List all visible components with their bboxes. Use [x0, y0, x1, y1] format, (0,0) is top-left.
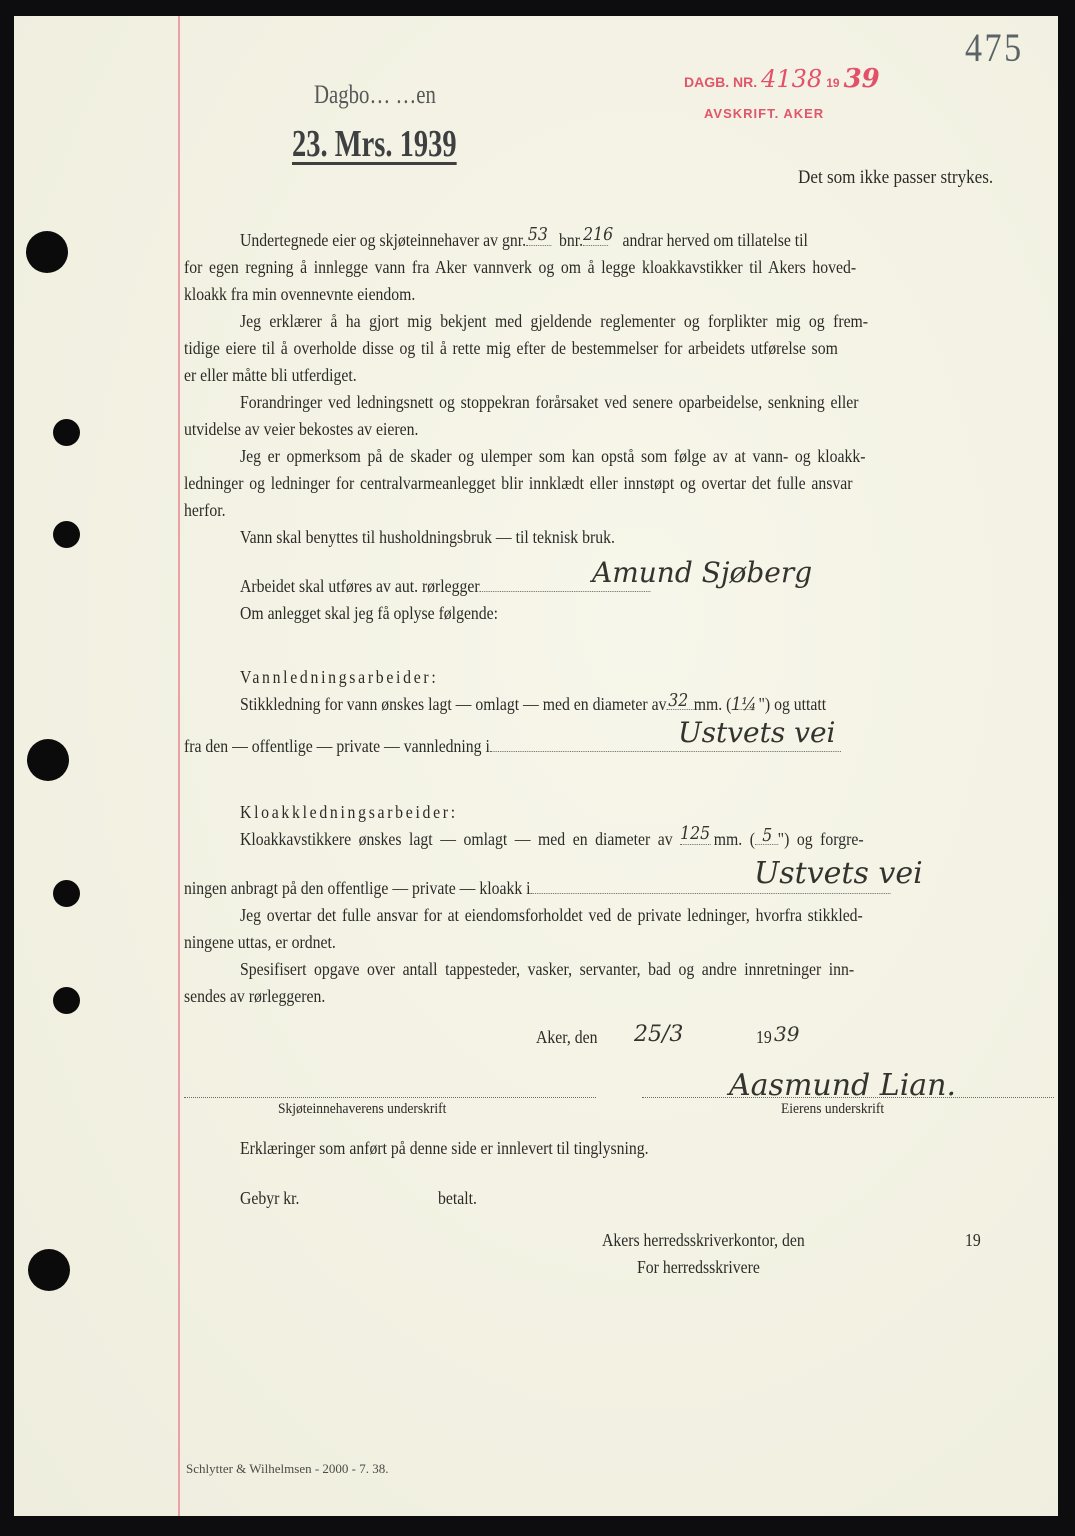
stamp-office: AVSKRIFT. AKER [704, 106, 825, 121]
text: ningen anbragt på den offentlige — private — kloakk i [184, 878, 531, 898]
red-registration-stamp [684, 64, 880, 94]
date-stamp-label: Dagbo… …en [314, 80, 436, 109]
stamp-label: DAGB. NR. [684, 74, 758, 90]
text: fra den — offentlige — private — vannledning i [184, 736, 490, 756]
fee-label: Gebyr kr. [240, 1188, 300, 1208]
body-line: er eller måtte bli utferdiget. [184, 365, 357, 385]
registry-declaration: Erklæringer som anført på denne side er innlevert til tinglysning. [240, 1138, 649, 1158]
bnr-value: 216 [583, 225, 614, 245]
body-line: Jeg overtar det fulle ansvar for at eiendomsforholdet ved de private ledninger, hvorfra stikkled- [240, 905, 863, 925]
water-section-heading: Vannledningsarbeider: [240, 667, 439, 687]
body-line: utvidelse av veier bekostes av eieren. [184, 419, 419, 439]
body-line: Spesifisert opgave over antall tappesteder, vasker, servanter, bad og andre innretninger inn- [240, 959, 855, 979]
punch-hole [53, 987, 80, 1014]
body-line: tidige eiere til å overholde disse og til å rette mig efter de bestemmelser for arbeidets utførelse som [184, 338, 838, 358]
body-line [240, 225, 808, 251]
body-line: kloakk fra min ovennevnte eiendom. [184, 284, 416, 304]
stamp-number: 4138 [761, 65, 823, 93]
punch-hole [28, 1249, 70, 1291]
body-line: herfor. [184, 500, 226, 520]
water-line-1 [240, 691, 827, 715]
stamp-year: 39 [843, 64, 880, 94]
info-label: Om anlegget skal jeg få oplyse følgende: [240, 603, 499, 623]
registry-for-line: For herredsskrivere [637, 1257, 760, 1277]
document-page [14, 16, 1058, 1516]
stamp-year-prefix: 19 [826, 76, 840, 90]
punch-hole [53, 521, 80, 548]
sewer-line-1 [240, 824, 864, 850]
printer-imprint: Schlytter & Wilhelmsen - 2000 - 7. 38. [186, 1461, 389, 1476]
punch-hole [53, 419, 80, 446]
place-date-label: Aker, den [536, 1027, 598, 1047]
body-line: ledninger og ledninger for centralvarmeanlegget blir innklædt eller innstøpt og overtar det fulle ansvar [184, 473, 853, 493]
sewer-diameter-mm: 125 [680, 824, 711, 844]
punch-hole [26, 231, 68, 273]
date-stamp-date: 23. Mrs. 1939 [292, 123, 457, 165]
holder-signature-label: Skjøteinnehaverens underskrift [278, 1101, 447, 1117]
body-line: for egen regning å innlegge vann fra Aker vannverk og om å legge kloakkavstikker til Akers hoved- [184, 257, 857, 277]
body-line: Jeg erklærer å ha gjort mig bekjent med gjeldende reglementer og forplikter mig og frem- [240, 311, 869, 331]
plumber-line [240, 576, 651, 597]
text: bnr. [559, 230, 584, 250]
gnr-value: 53 [527, 225, 548, 245]
punch-hole [27, 739, 69, 781]
sewer-section-heading: Kloakkledningsarbeider: [240, 802, 458, 822]
body-line: Forandringer ved ledningsnett og stoppekran forårsaket ved senere oparbeidelse, senkning eller [240, 392, 859, 412]
strike-instruction: Det som ikke passer strykes. [798, 167, 994, 188]
registry-office-line: Akers herredsskriverkontor, den [602, 1230, 805, 1250]
text: mm. ( [713, 829, 756, 849]
water-diameter-mm: 32 [668, 691, 689, 711]
signing-year-prefix: 19 [756, 1027, 772, 1047]
plumber-name: Amund Sjøberg [592, 556, 813, 589]
water-diameter-in: 1¼ [731, 695, 757, 715]
text: Stikkledning for vann ønskes lagt — omlagt — med en diameter av [240, 694, 667, 714]
signing-date: 25/3 [634, 1022, 684, 1047]
text: andrar herved om tillatelse til [622, 230, 808, 250]
page-number: 475 [965, 25, 1024, 70]
water-street: Ustvets vei [678, 716, 836, 749]
text: ") og uttatt [758, 694, 827, 714]
sewer-street: Ustvets vei [754, 856, 923, 891]
text: Undertegnede eier og skjøteinnehaver av gnr. [240, 230, 527, 250]
text: Kloakkavstikkere ønskes lagt — omlagt — med en diameter av [240, 829, 673, 849]
red-margin-line [178, 16, 180, 1516]
text: ") og forgre- [777, 829, 864, 849]
water-use-line: Vann skal benyttes til husholdningsbruk — til teknisk bruk. [240, 527, 615, 547]
text: mm. ( [693, 694, 732, 714]
punch-hole [53, 880, 80, 907]
fee-paid: betalt. [438, 1188, 477, 1208]
owner-signature-line [642, 1096, 1054, 1098]
body-line: sendes av rørleggeren. [184, 986, 326, 1006]
owner-signature: Aasmund Lian. [729, 1068, 957, 1103]
body-line: ningene uttas, er ordnet. [184, 932, 336, 952]
signing-year: 39 [774, 1022, 800, 1046]
owner-signature-label: Eierens underskrift [781, 1101, 885, 1117]
holder-signature-line [184, 1096, 596, 1098]
plumber-label: Arbeidet skal utføres av aut. rørlegger [240, 576, 480, 596]
sewer-diameter-in: 5 [762, 826, 773, 846]
body-line: Jeg er opmerksom på de skader og ulemper som kan opstå som følge av at vann- og kloakk- [240, 446, 866, 466]
registry-office-year: 19 [965, 1230, 981, 1250]
